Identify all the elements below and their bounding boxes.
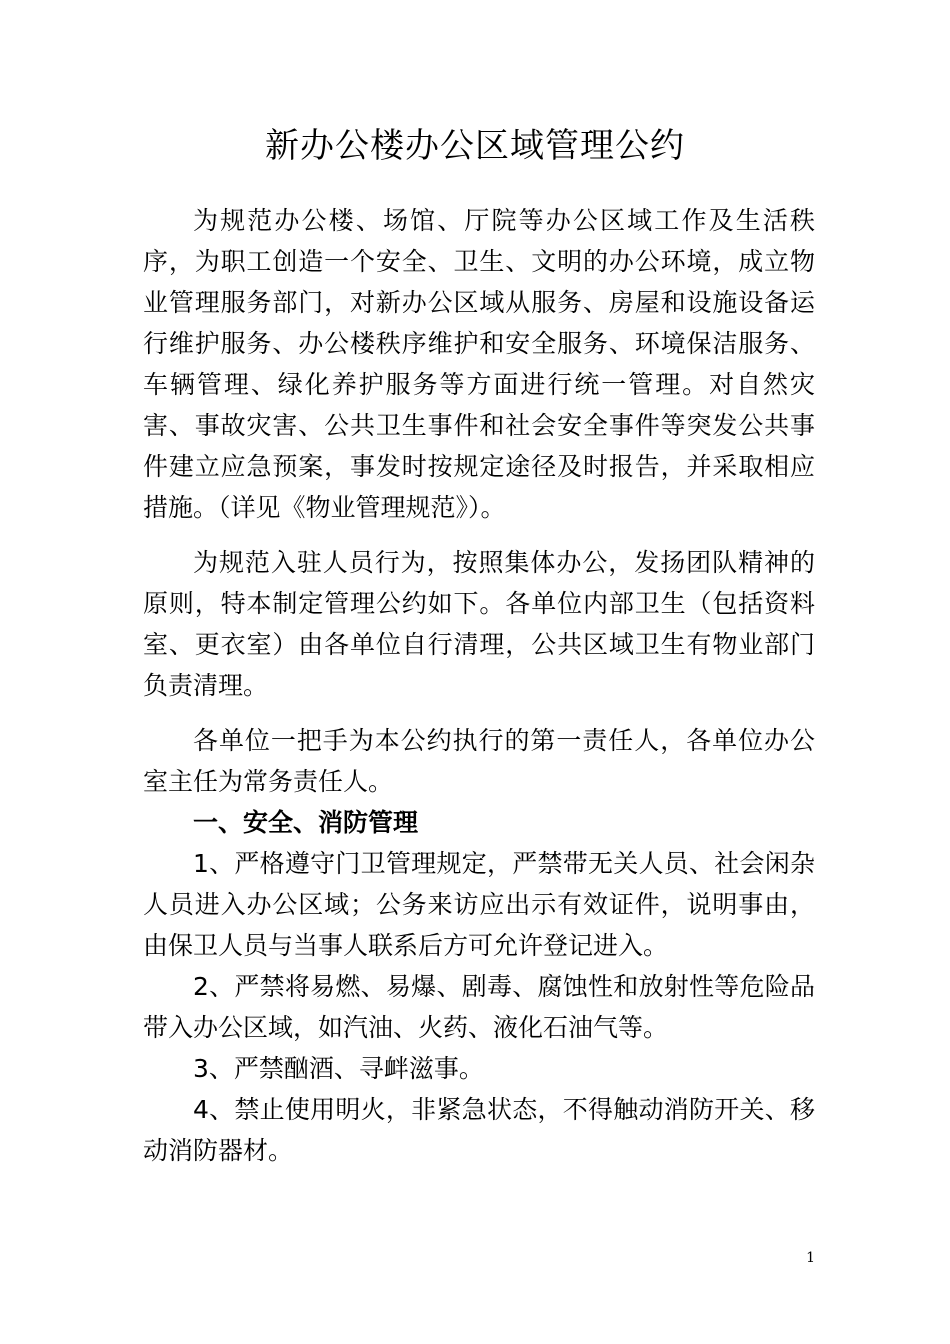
document-title: 新办公楼办公区域管理公约 — [265, 126, 685, 166]
rule-item-4: 4、禁止使用明火，非紧急状态，不得触动消防开关、移动消防器材。 — [143, 1095, 815, 1165]
rule-item-1: 1、严格遵守门卫管理规定，严禁带无关人员、社会闲杂人员进入办公区域；公务来访应出示有效证件，说明事由，由保卫人员与当事人联系后方可允许登记进入。 — [143, 849, 815, 960]
intro-paragraph-1: 为规范办公楼、场馆、厅院等办公区域工作及生活秩序，为职工创造一个安全、卫生、文明的办公环境，成立物业管理服务部门，对新办公区域从服务、房屋和设施设备运行维护服务、办公楼秩序维护和安全服务、环境保洁服务、车辆管理、绿化养护服务等方面进行统一管理。对自然灾害、事故灾害、公共卫生事件和社会安全事件等突发公共事件建立应急预案，事发时按规定途径及时报告，并采取相应措施。（详见《物业管理规范》）。 — [143, 206, 815, 522]
intro-paragraph-3: 各单位一把手为本公约执行的第一责任人，各单位办公室主任为常务责任人。 — [143, 726, 815, 796]
rule-item-3: 3、严禁酗酒、寻衅滋事。 — [193, 1054, 484, 1083]
section-heading-safety: 一、安全、消防管理 — [193, 808, 419, 837]
page-number: 1 — [806, 1250, 815, 1266]
document-body — [143, 200, 815, 1171]
intro-paragraph-2: 为规范入驻人员行为，按照集体办公，发扬团队精神的原则，特本制定管理公约如下。各单位内部卫生（包括资料室、更衣室）由各单位自行清理，公共区域卫生有物业部门负责清理。 — [143, 548, 815, 700]
rule-item-2: 2、严禁将易燃、易爆、剧毒、腐蚀性和放射性等危险品带入办公区域，如汽油、火药、液化石油气等。 — [143, 972, 815, 1042]
